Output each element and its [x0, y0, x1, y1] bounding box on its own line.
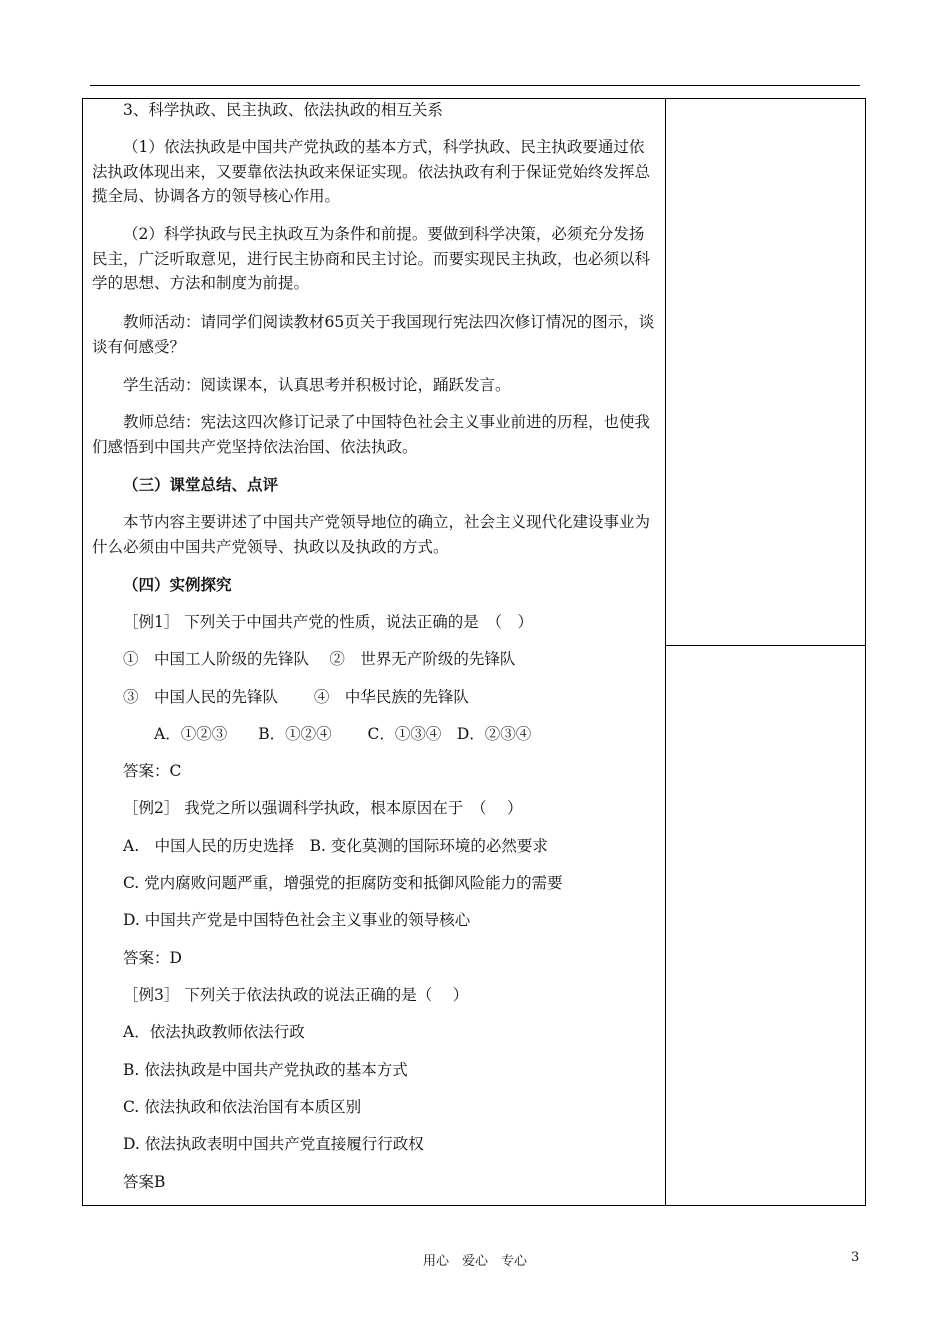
section-3-title: （三）课堂总结、点评 [123, 475, 279, 494]
example-2-option-ab: A. 中国人民的历史选择 B. 变化莫测的国际环境的必然要求 [123, 837, 548, 855]
paragraph-2: （2）科学执政与民主执政互为条件和前提。要做到科学决策，必须充分发扬民主，广泛听取意见，进行民主协商和民主讨论。而要实现民主执政，也必须以科学的思想、方法和制度为前提。 [92, 225, 651, 292]
example-1-options-line-1: ① 中国工人阶级的先锋队 ② 世界无产阶级的先锋队 [123, 650, 516, 668]
example-3-option-d: D. 依法执政表明中国共产党直接履行行政权 [123, 1135, 424, 1153]
example-1-answer: 答案：C [123, 762, 182, 780]
example-2-question: ［例2］ 我党之所以强调科学执政，根本原因在于 （ ） [123, 799, 523, 817]
page-number: 3 [851, 1250, 860, 1265]
right-cell-divider [665, 645, 866, 646]
teacher-activity: 教师活动：请同学们阅读教材65页关于我国现行宪法四次修订情况的图示，谈谈有何感受？ [92, 313, 655, 356]
lesson-summary: 本节内容主要讲述了中国共产党领导地位的确立，社会主义现代化建设事业为什么必须由中国共产党领导、执政以及执政的方式。 [92, 513, 651, 556]
section-4-title: （四）实例探究 [123, 575, 232, 594]
example-3-question: ［例3］ 下列关于依法执政的说法正确的是（ ） [123, 986, 469, 1004]
example-3-option-a: A．依法执政教师依法行政 [123, 1023, 305, 1041]
example-3-option-b: B. 依法执政是中国共产党执政的基本方式 [123, 1061, 408, 1079]
example-2-option-d: D. 中国共产党是中国特色社会主义事业的领导核心 [123, 911, 471, 929]
column-divider [665, 98, 666, 1206]
student-activity: 学生活动：阅读课本，认真思考并积极讨论，踊跃发言。 [123, 376, 511, 394]
example-1-question: ［例1］ 下列关于中国共产党的性质，说法正确的是 （ ） [123, 613, 534, 631]
teacher-summary: 教师总结：宪法这四次修订记录了中国特色社会主义事业前进的历程，也使我们感悟到中国共产党坚持依法治国、依法执政。 [92, 413, 651, 456]
example-1-choices: A．①②③ B．①②④ C．①③④ D．②③④ [154, 725, 532, 743]
example-1-options-line-2: ③ 中国人民的先锋队 ④ 中华民族的先锋队 [123, 688, 469, 706]
example-2-answer: 答案：D [123, 949, 182, 967]
footer-motto: 用心 爱心 专心 [422, 1254, 527, 1269]
paragraph-1: （1）依法执政是中国共产党执政的基本方式，科学执政、民主执政要通过依法执政体现出来，又要靠依法执政来保证实现。依法执政有利于保证党始终发挥总揽全局、协调各方的领导核心作用。 [92, 138, 651, 205]
header-rule [90, 85, 860, 86]
heading-3: 3、科学执政、民主执政、依法执政的相互关系 [123, 101, 443, 119]
example-3-option-c: C. 依法执政和依法治国有本质区别 [123, 1098, 362, 1116]
example-2-option-c: C. 党内腐败问题严重，增强党的拒腐防变和抵御风险能力的需要 [123, 874, 563, 892]
example-3-answer: 答案B [123, 1173, 166, 1191]
